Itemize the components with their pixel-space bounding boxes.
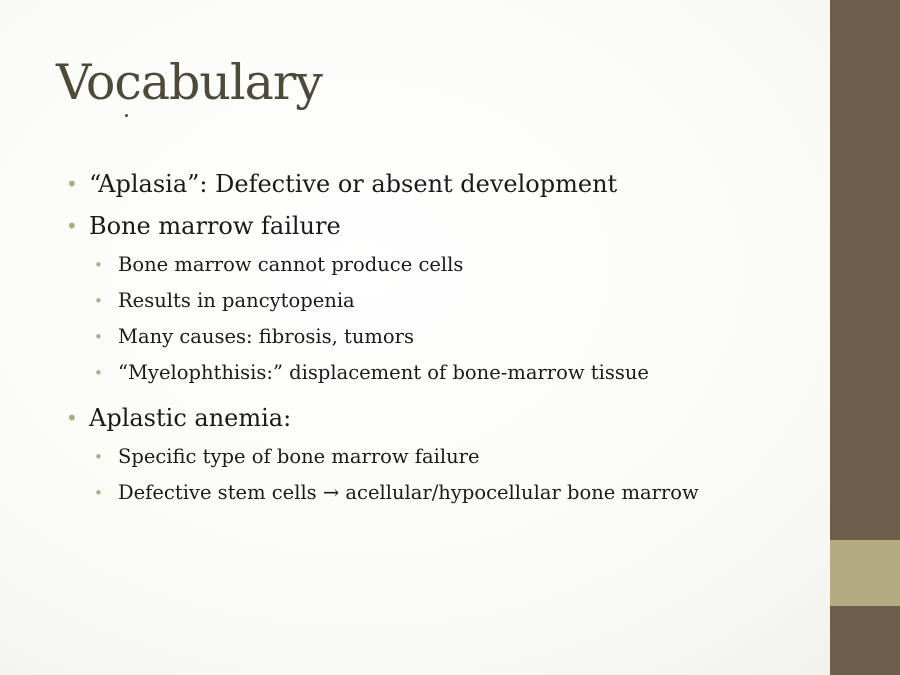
list-subitem <box>66 476 816 512</box>
stray-dot-mark <box>125 114 128 117</box>
bullet-icon: • <box>94 448 103 466</box>
bullet-icon: • <box>66 172 78 196</box>
bullet-icon: • <box>94 292 103 310</box>
bullet-icon: • <box>94 328 103 346</box>
list-subitem-text: “Myelophthisis:” displacement of bone-marrow tissue <box>118 361 649 384</box>
list-item-text: “Aplasia”: Defective or absent development <box>89 170 618 198</box>
decorative-sidebar-accent <box>830 540 900 606</box>
list-subitem-text: Results in pancytopenia <box>118 289 355 312</box>
list-subitem-text: Defective stem cells → acellular/hypocellular bone marrow <box>118 481 699 504</box>
list-subitem <box>66 284 816 320</box>
bullet-icon: • <box>94 364 103 382</box>
list-subitem-text: Many causes: fibrosis, tumors <box>118 325 414 348</box>
list-subitem-text: Specific type of bone marrow failure <box>118 445 480 468</box>
bullet-icon: • <box>94 256 103 274</box>
list-item <box>66 206 816 248</box>
list-item <box>66 164 816 206</box>
slide-title: Vocabulary <box>56 54 322 111</box>
list-item-text: Aplastic anemia: <box>89 404 292 432</box>
list-item-text: Bone marrow failure <box>89 212 341 240</box>
list-subitem <box>66 248 816 284</box>
list-subitem-text: Bone marrow cannot produce cells <box>118 253 464 276</box>
bullet-icon: • <box>66 214 78 238</box>
list-subitem <box>66 320 816 356</box>
list-item <box>66 398 816 440</box>
list-subitem <box>66 440 816 476</box>
bullet-list <box>66 164 816 512</box>
bullet-icon: • <box>66 406 78 430</box>
bullet-icon: • <box>94 484 103 502</box>
list-subitem <box>66 356 816 392</box>
